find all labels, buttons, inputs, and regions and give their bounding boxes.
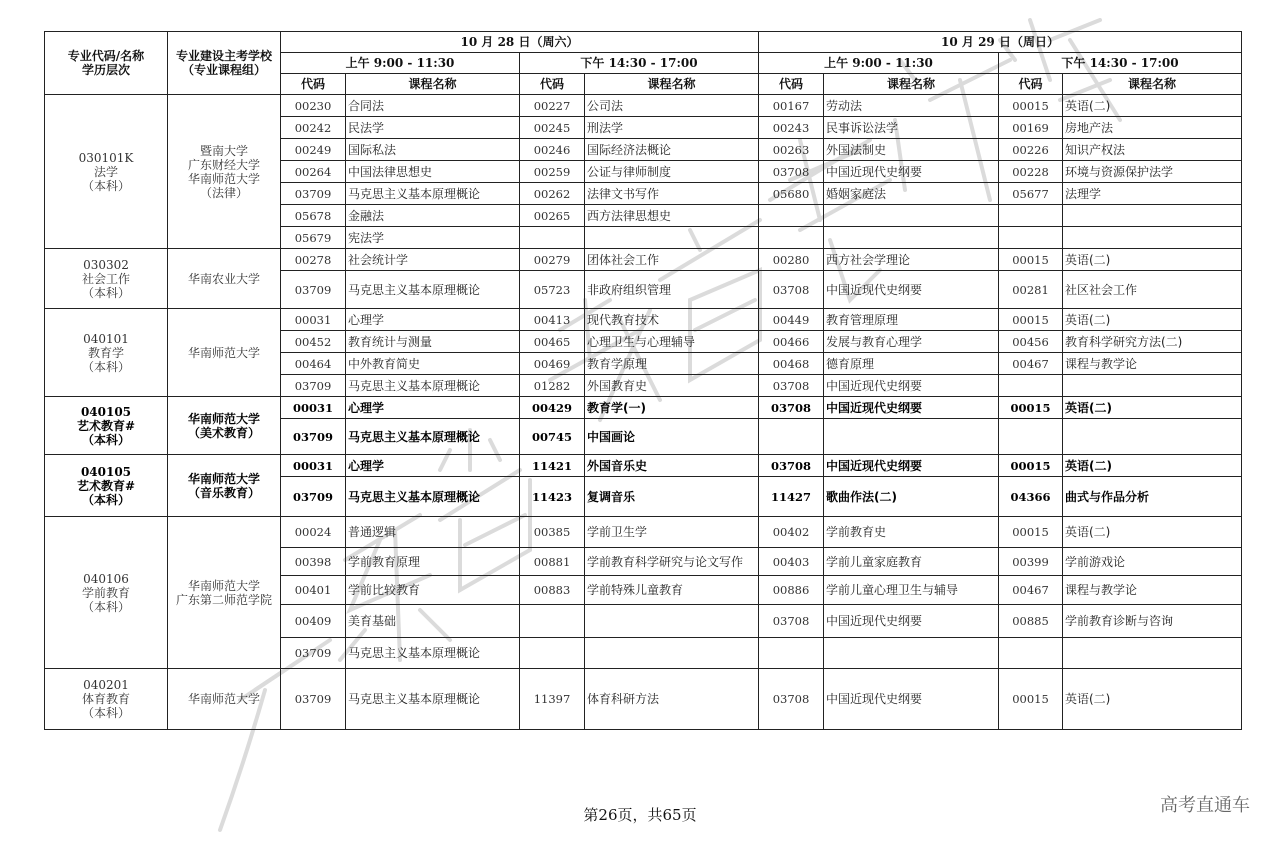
- course-name: 学前儿童心理卫生与辅导: [824, 576, 999, 605]
- course-code: 00015: [999, 669, 1063, 730]
- major-code-title: 专业代码/名称: [67, 49, 145, 63]
- course-name: [824, 638, 999, 669]
- level-title: 学历层次: [81, 63, 130, 77]
- course-code: 00031: [281, 397, 346, 419]
- course-name: 西方法律思想史: [585, 205, 759, 227]
- course-name: 婚姻家庭法: [824, 183, 999, 205]
- course-name: 普通逻辑: [346, 517, 520, 548]
- schedule-body: [45, 95, 1242, 730]
- course-code: 00167: [759, 95, 824, 117]
- course-name: 英语(二): [1063, 95, 1242, 117]
- course-code: [759, 419, 824, 455]
- table-row: [45, 517, 1242, 548]
- course-code: 00881: [520, 548, 585, 576]
- course-name: [824, 419, 999, 455]
- school-subtitle: （专业课程组）: [181, 63, 266, 77]
- major-line: 040105: [80, 404, 132, 419]
- course-name: 英语(二): [1063, 249, 1242, 271]
- course-header: 课程名称: [346, 74, 520, 95]
- major-line: （本科）: [81, 599, 130, 614]
- course-name: 学前儿童家庭教育: [824, 548, 999, 576]
- course-name: 学前卫生学: [585, 517, 759, 548]
- course-code: 00259: [520, 161, 585, 183]
- course-code: 03708: [759, 455, 824, 477]
- course-code: 00409: [281, 605, 346, 638]
- course-name: 教育学(一): [585, 397, 759, 419]
- major-cell: [45, 669, 168, 730]
- code-header: 代码: [281, 74, 346, 95]
- course-name: 心理卫生与心理辅导: [585, 331, 759, 353]
- course-name: [585, 605, 759, 638]
- course-name: 中国近现代史纲要: [824, 605, 999, 638]
- course-code: 00467: [999, 576, 1063, 605]
- course-code: 00227: [520, 95, 585, 117]
- course-code: 00429: [520, 397, 585, 419]
- day2-am-header: 上午 9:00 - 11:30: [759, 53, 999, 74]
- course-code: 00280: [759, 249, 824, 271]
- course-code: [999, 205, 1063, 227]
- major-cell: [45, 95, 168, 249]
- school-line: （法律）: [199, 185, 248, 200]
- school-cell: [168, 669, 281, 730]
- course-name: 西方社会学理论: [824, 249, 999, 271]
- course-code: 00885: [999, 605, 1063, 638]
- major-line: （本科）: [81, 359, 130, 374]
- course-code: 00281: [999, 271, 1063, 309]
- course-code: 00226: [999, 139, 1063, 161]
- school-line: （美术教育）: [187, 425, 260, 440]
- code-header: 代码: [999, 74, 1063, 95]
- course-name: 发展与教育心理学: [824, 331, 999, 353]
- course-code: [520, 605, 585, 638]
- course-code: 00246: [520, 139, 585, 161]
- day1-am-header: 上午 9:00 - 11:30: [281, 53, 520, 74]
- course-name: 中国法律思想史: [346, 161, 520, 183]
- table-row: [45, 455, 1242, 477]
- course-header: 课程名称: [585, 74, 759, 95]
- course-name: 马克思主义基本原理概论: [346, 375, 520, 397]
- course-name: 英语(二): [1063, 309, 1242, 331]
- code-header: 代码: [520, 74, 585, 95]
- course-code: 00228: [999, 161, 1063, 183]
- school-line: 华南师范大学: [187, 471, 260, 486]
- course-name: 体育科研方法: [585, 669, 759, 730]
- course-name: 外国教育史: [585, 375, 759, 397]
- course-code: 03709: [281, 375, 346, 397]
- course-name: 马克思主义基本原理概论: [346, 183, 520, 205]
- course-code: 00469: [520, 353, 585, 375]
- course-code: 03708: [759, 605, 824, 638]
- course-name: 马克思主义基本原理概论: [346, 638, 520, 669]
- course-code: 03709: [281, 638, 346, 669]
- school-line: 广东财经大学: [187, 157, 260, 172]
- course-header: 课程名称: [1063, 74, 1242, 95]
- course-code: 00452: [281, 331, 346, 353]
- course-name: 教育统计与测量: [346, 331, 520, 353]
- major-line: 040105: [80, 464, 132, 479]
- course-code: 00385: [520, 517, 585, 548]
- school-cell: [168, 309, 281, 397]
- course-code: [520, 638, 585, 669]
- course-name: 中国近现代史纲要: [824, 397, 999, 419]
- course-name: 劳动法: [824, 95, 999, 117]
- course-name: 中国近现代史纲要: [824, 375, 999, 397]
- course-code: [520, 227, 585, 249]
- course-name: 房地产法: [1063, 117, 1242, 139]
- course-code: 05677: [999, 183, 1063, 205]
- course-name: [824, 227, 999, 249]
- course-name: 课程与教学论: [1063, 576, 1242, 605]
- course-name: 教育科学研究方法(二): [1063, 331, 1242, 353]
- course-name: 中国近现代史纲要: [824, 161, 999, 183]
- course-name: 公证与律师制度: [585, 161, 759, 183]
- course-code: [999, 375, 1063, 397]
- course-name: 社会统计学: [346, 249, 520, 271]
- course-name: 刑法学: [585, 117, 759, 139]
- course-name: 中外教育简史: [346, 353, 520, 375]
- course-code: 00031: [281, 309, 346, 331]
- major-line: （本科）: [81, 178, 130, 193]
- course-code: 00169: [999, 117, 1063, 139]
- course-name: [585, 227, 759, 249]
- course-code: 00401: [281, 576, 346, 605]
- school-cell: [168, 397, 281, 455]
- major-line: 030101K: [78, 150, 134, 165]
- course-name: 学前教育诊断与咨询: [1063, 605, 1242, 638]
- course-code: 00015: [999, 95, 1063, 117]
- course-code: 01282: [520, 375, 585, 397]
- course-code: 03708: [759, 375, 824, 397]
- school-line: 华南农业大学: [187, 271, 260, 286]
- course-code: [759, 227, 824, 249]
- school-line: 华南师范大学: [187, 578, 260, 593]
- course-name: 学前教育原理: [346, 548, 520, 576]
- school-cell: [168, 95, 281, 249]
- course-name: 教育学原理: [585, 353, 759, 375]
- course-code: 00278: [281, 249, 346, 271]
- course-code: 03708: [759, 397, 824, 419]
- course-name: 心理学: [346, 309, 520, 331]
- course-name: [585, 638, 759, 669]
- course-name: 学前游戏论: [1063, 548, 1242, 576]
- course-code: 00015: [999, 455, 1063, 477]
- code-header: 代码: [759, 74, 824, 95]
- course-name: 外国音乐史: [585, 455, 759, 477]
- school-cell: [168, 517, 281, 669]
- course-code: 00449: [759, 309, 824, 331]
- day2-pm-header: 下午 14:30 - 17:00: [999, 53, 1242, 74]
- course-name: 心理学: [346, 455, 520, 477]
- course-code: 00264: [281, 161, 346, 183]
- course-code: 00466: [759, 331, 824, 353]
- course-code: 00015: [999, 249, 1063, 271]
- table-row: [45, 95, 1242, 117]
- course-name: 中国近现代史纲要: [824, 455, 999, 477]
- course-code: 03709: [281, 669, 346, 730]
- course-name: 马克思主义基本原理概论: [346, 477, 520, 517]
- course-code: 03709: [281, 477, 346, 517]
- table-row: [45, 309, 1242, 331]
- major-line: 030302: [83, 257, 129, 272]
- course-name: 德育原理: [824, 353, 999, 375]
- major-line: （本科）: [81, 285, 130, 300]
- school-title: 专业建设主考学校: [175, 49, 272, 63]
- course-name: 美育基础: [346, 605, 520, 638]
- course-code: 04366: [999, 477, 1063, 517]
- page-number: 第26页，共65页: [583, 806, 697, 824]
- course-code: 11421: [520, 455, 585, 477]
- course-name: [1063, 419, 1242, 455]
- course-code: 00245: [520, 117, 585, 139]
- course-name: 团体社会工作: [585, 249, 759, 271]
- course-name: 学前特殊儿童教育: [585, 576, 759, 605]
- course-name: 歌曲作法(二): [824, 477, 999, 517]
- course-name: 国际私法: [346, 139, 520, 161]
- major-line: （本科）: [81, 492, 130, 507]
- course-code: 00015: [999, 309, 1063, 331]
- course-code: 00265: [520, 205, 585, 227]
- course-name: 法理学: [1063, 183, 1242, 205]
- course-name: 宪法学: [346, 227, 520, 249]
- course-name: 学前教育科学研究与论文写作: [585, 548, 759, 576]
- course-name: 中国画论: [585, 419, 759, 455]
- major-line: 社会工作: [81, 271, 130, 286]
- major-cell: [45, 455, 168, 517]
- course-name: 国际经济法概论: [585, 139, 759, 161]
- course-code: 00883: [520, 576, 585, 605]
- course-code: 05678: [281, 205, 346, 227]
- school-cell: [168, 249, 281, 309]
- course-code: 03708: [759, 271, 824, 309]
- course-name: 课程与教学论: [1063, 353, 1242, 375]
- course-name: 环境与资源保护法学: [1063, 161, 1242, 183]
- course-name: 马克思主义基本原理概论: [346, 419, 520, 455]
- major-line: 学前教育: [81, 585, 130, 600]
- course-code: 00015: [999, 397, 1063, 419]
- school-line: 华南师范大学: [187, 171, 260, 186]
- course-code: [999, 419, 1063, 455]
- major-cell: [45, 249, 168, 309]
- course-code: [759, 205, 824, 227]
- course-name: 教育管理原理: [824, 309, 999, 331]
- course-name: 英语(二): [1063, 669, 1242, 730]
- major-line: （本科）: [81, 432, 130, 447]
- course-code: 00031: [281, 455, 346, 477]
- course-code: 00230: [281, 95, 346, 117]
- course-code: 00886: [759, 576, 824, 605]
- course-code: 05723: [520, 271, 585, 309]
- exam-schedule-table: [44, 31, 1242, 730]
- course-code: 00403: [759, 548, 824, 576]
- course-name: 中国近现代史纲要: [824, 271, 999, 309]
- course-name: 英语(二): [1063, 455, 1242, 477]
- course-name: 中国近现代史纲要: [824, 669, 999, 730]
- table-row: [45, 397, 1242, 419]
- school-line: 广东第二师范学院: [175, 592, 272, 607]
- course-name: 非政府组织管理: [585, 271, 759, 309]
- course-code: 00399: [999, 548, 1063, 576]
- course-name: 马克思主义基本原理概论: [346, 669, 520, 730]
- table-row: [45, 249, 1242, 271]
- major-line: 艺术教育#: [76, 478, 136, 493]
- brand-watermark: 高考直通车: [1160, 795, 1250, 816]
- table-row: [45, 669, 1242, 730]
- course-code: 00413: [520, 309, 585, 331]
- major-line: （本科）: [81, 706, 130, 720]
- course-code: 11397: [520, 669, 585, 730]
- course-code: 00243: [759, 117, 824, 139]
- course-code: 00024: [281, 517, 346, 548]
- major-line: 040101: [83, 331, 129, 346]
- course-name: 知识产权法: [1063, 139, 1242, 161]
- course-name: [1063, 375, 1242, 397]
- course-code: 00249: [281, 139, 346, 161]
- school-line: 华南师范大学: [187, 692, 260, 706]
- course-code: 00468: [759, 353, 824, 375]
- course-code: 05680: [759, 183, 824, 205]
- course-name: 公司法: [585, 95, 759, 117]
- day1-pm-header: 下午 14:30 - 17:00: [520, 53, 759, 74]
- course-code: [999, 638, 1063, 669]
- major-cell: [45, 517, 168, 669]
- course-name: 民法学: [346, 117, 520, 139]
- course-name: [1063, 227, 1242, 249]
- course-name: 合同法: [346, 95, 520, 117]
- course-code: 00015: [999, 517, 1063, 548]
- course-name: [824, 205, 999, 227]
- course-name: 英语(二): [1063, 517, 1242, 548]
- course-code: 00263: [759, 139, 824, 161]
- course-name: [1063, 638, 1242, 669]
- course-name: 社区社会工作: [1063, 271, 1242, 309]
- course-name: 法律文书写作: [585, 183, 759, 205]
- school-column-header: [168, 32, 281, 95]
- school-cell: [168, 455, 281, 517]
- course-code: 03709: [281, 183, 346, 205]
- course-name: 金融法: [346, 205, 520, 227]
- course-code: 03708: [759, 669, 824, 730]
- major-column-header: [45, 32, 168, 95]
- course-code: 00262: [520, 183, 585, 205]
- course-header: 课程名称: [824, 74, 999, 95]
- course-code: 00402: [759, 517, 824, 548]
- course-code: 03709: [281, 419, 346, 455]
- course-name: 学前比较教育: [346, 576, 520, 605]
- course-code: 00456: [999, 331, 1063, 353]
- course-code: 05679: [281, 227, 346, 249]
- course-name: 曲式与作品分析: [1063, 477, 1242, 517]
- course-code: 11427: [759, 477, 824, 517]
- course-code: 03708: [759, 161, 824, 183]
- course-code: 00745: [520, 419, 585, 455]
- course-name: 现代教育技术: [585, 309, 759, 331]
- course-code: 03709: [281, 271, 346, 309]
- course-code: 00242: [281, 117, 346, 139]
- school-line: （音乐教育）: [187, 485, 260, 500]
- major-line: 法学: [93, 164, 118, 179]
- major-line: 040201: [83, 678, 129, 692]
- day2-header: 10 月 29 日（周日）: [759, 32, 1242, 53]
- course-code: [759, 638, 824, 669]
- school-line: 暨南大学: [199, 143, 248, 158]
- course-name: 马克思主义基本原理概论: [346, 271, 520, 309]
- course-code: 00465: [520, 331, 585, 353]
- course-name: [1063, 205, 1242, 227]
- major-line: 教育学: [87, 345, 124, 360]
- major-line: 体育教育: [81, 692, 130, 706]
- course-name: 复调音乐: [585, 477, 759, 517]
- course-code: 11423: [520, 477, 585, 517]
- course-name: 英语(二): [1063, 397, 1242, 419]
- school-line: 华南师范大学: [187, 411, 260, 426]
- course-name: 学前教育史: [824, 517, 999, 548]
- school-line: 华南师范大学: [187, 345, 260, 360]
- day1-header: 10 月 28 日（周六）: [281, 32, 759, 53]
- major-line: 040106: [83, 571, 129, 586]
- major-cell: [45, 397, 168, 455]
- course-name: 外国法制史: [824, 139, 999, 161]
- major-line: 艺术教育#: [76, 418, 136, 433]
- course-code: 00279: [520, 249, 585, 271]
- course-code: 00464: [281, 353, 346, 375]
- course-code: [999, 227, 1063, 249]
- course-name: 心理学: [346, 397, 520, 419]
- course-code: 00467: [999, 353, 1063, 375]
- course-name: 民事诉讼法学: [824, 117, 999, 139]
- major-cell: [45, 309, 168, 397]
- course-code: 00398: [281, 548, 346, 576]
